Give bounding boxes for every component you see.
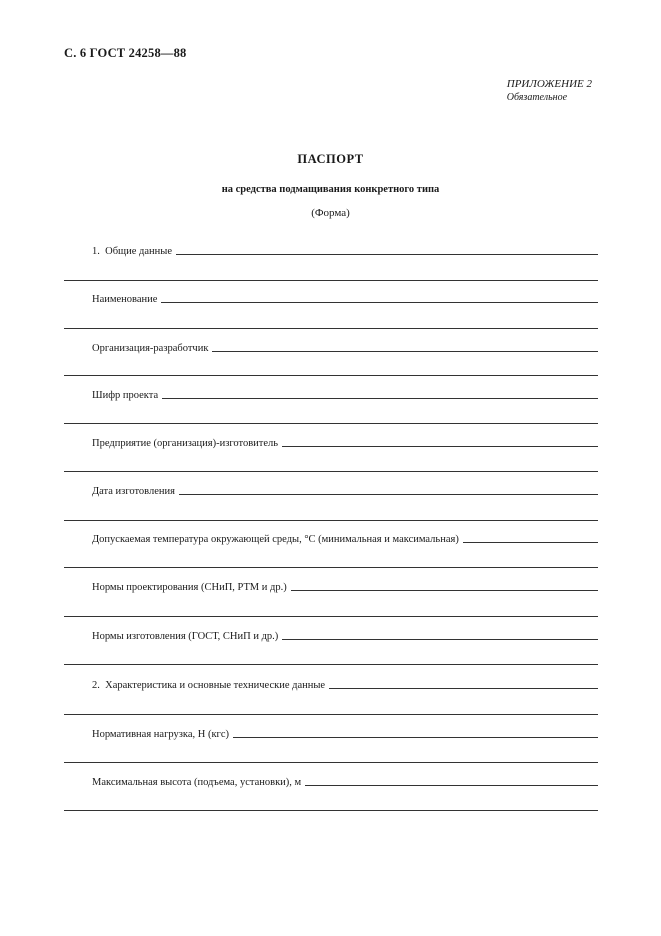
field-manufacturing-norms[interactable] bbox=[92, 628, 598, 642]
blank-line[interactable] bbox=[64, 567, 598, 568]
field-name[interactable] bbox=[92, 291, 598, 305]
field-rated-load[interactable] bbox=[92, 726, 598, 740]
field-manufacturer[interactable] bbox=[92, 435, 598, 449]
field-label: Максимальная высота (подъема, установки), м bbox=[92, 777, 302, 788]
appendix-block bbox=[507, 78, 592, 104]
field-label: Нормы проектирования (СНиП, РТМ и др.) bbox=[92, 582, 287, 593]
field-label: Шифр проекта bbox=[92, 390, 159, 401]
page-header: С. 6 ГОСТ 24258—88 bbox=[64, 46, 187, 60]
blank-line[interactable] bbox=[64, 520, 598, 521]
fill-line bbox=[176, 254, 598, 255]
document-subtitle: на средства подмащивания конкретного типа bbox=[221, 184, 440, 195]
field-label: 1. Общие данные bbox=[92, 246, 172, 257]
blank-line[interactable] bbox=[64, 471, 598, 472]
fill-line bbox=[212, 351, 598, 352]
fill-line bbox=[463, 542, 598, 543]
field-label: Нормативная нагрузка, Н (кгс) bbox=[92, 729, 230, 740]
blank-line[interactable] bbox=[64, 714, 598, 715]
field-label: Нормы изготовления (ГОСТ, СНиП и др.) bbox=[92, 631, 279, 642]
blank-line[interactable] bbox=[64, 375, 598, 376]
blank-line[interactable] bbox=[64, 616, 598, 617]
field-design-norms[interactable] bbox=[92, 579, 598, 593]
fill-line bbox=[179, 494, 598, 495]
blank-line[interactable] bbox=[64, 328, 598, 329]
field-temperature[interactable] bbox=[92, 531, 598, 545]
blank-line[interactable] bbox=[64, 664, 598, 665]
fill-line bbox=[305, 785, 598, 786]
field-max-height[interactable] bbox=[92, 774, 598, 788]
field-label: Организация-разработчик bbox=[92, 343, 209, 354]
field-label: Предприятие (организация)-изготовитель bbox=[92, 438, 279, 449]
blank-line[interactable] bbox=[64, 810, 598, 811]
field-label: Дата изготовления bbox=[92, 486, 175, 497]
appendix-title: ПРИЛОЖЕНИЕ 2 bbox=[506, 78, 592, 90]
field-general-data[interactable] bbox=[92, 243, 598, 257]
fill-line bbox=[162, 398, 598, 399]
field-label: Допускаемая температура окружающей среды, °С (минимальная и максимальная) bbox=[92, 534, 459, 545]
blank-line[interactable] bbox=[64, 762, 598, 763]
field-manufacture-date[interactable] bbox=[92, 483, 598, 497]
field-developer[interactable] bbox=[92, 340, 598, 354]
form-label: (Форма) bbox=[311, 207, 350, 219]
field-project-code[interactable] bbox=[92, 387, 598, 401]
blank-line[interactable] bbox=[64, 423, 598, 424]
fill-line bbox=[291, 590, 598, 591]
field-label: 2. Характеристика и основные технические данные bbox=[92, 680, 326, 691]
fill-line bbox=[282, 446, 598, 447]
field-label: Наименование bbox=[92, 294, 158, 305]
fill-line bbox=[161, 302, 598, 303]
fill-line bbox=[329, 688, 598, 689]
blank-line[interactable] bbox=[64, 280, 598, 281]
appendix-subtitle: Обязательное bbox=[506, 92, 568, 103]
document-title: ПАСПОРТ bbox=[297, 152, 364, 166]
field-characteristics[interactable] bbox=[92, 677, 598, 691]
fill-line bbox=[233, 737, 598, 738]
fill-line bbox=[282, 639, 598, 640]
